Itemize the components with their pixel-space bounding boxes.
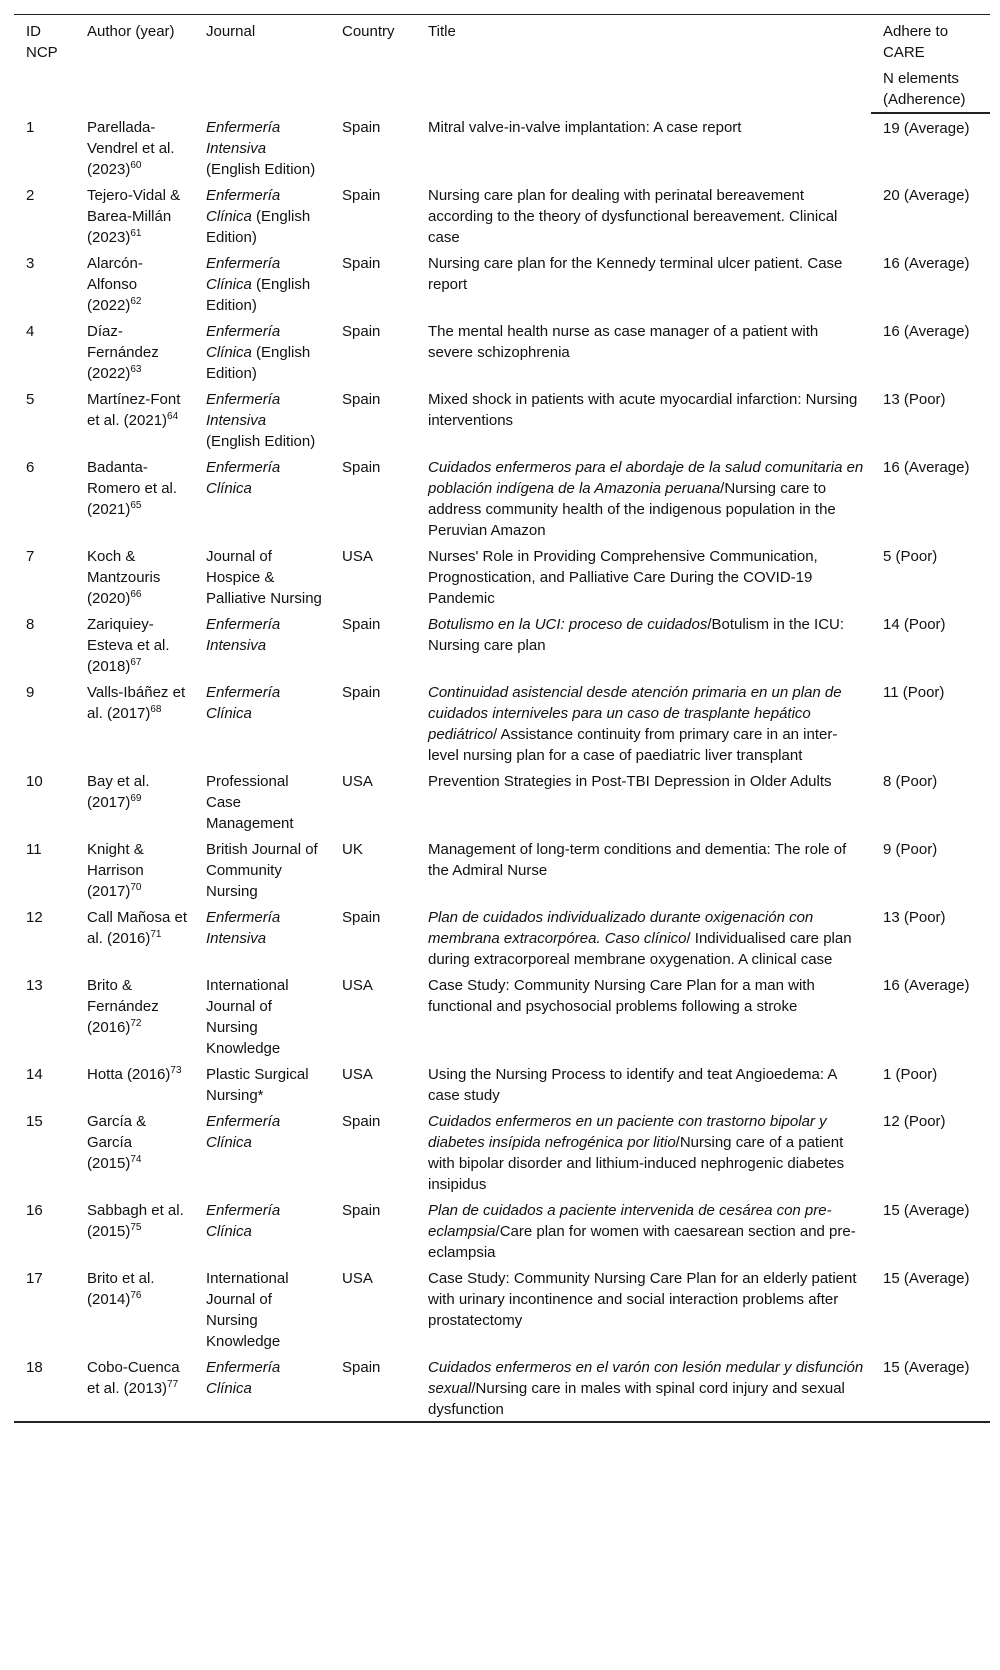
reference-number: 72 [130, 1018, 142, 1029]
cell-author [75, 767, 194, 835]
reference-number: 68 [150, 704, 162, 715]
title-text: /Nursing care of a patient with bipolar disorder and lithium-induced nephrogenic diabetes insipidus [428, 1134, 845, 1193]
cell-title [416, 1353, 871, 1422]
cell-title [416, 542, 871, 610]
cell-adherence: 19 (Average) [883, 120, 970, 137]
cell-author [75, 1264, 194, 1353]
cell-title [416, 971, 871, 1060]
cell-author [75, 317, 194, 385]
cell-author [75, 113, 194, 181]
table-row [14, 317, 990, 385]
journal-italic: Enfermería Intensiva [206, 909, 281, 947]
header-country: Country [330, 15, 416, 114]
cell-journal [194, 249, 330, 317]
journal-text: (English Edition) [206, 161, 316, 178]
cell-journal [194, 1196, 330, 1264]
reference-number: 69 [130, 793, 142, 804]
journal-italic: Enfermería Clínica [206, 1359, 281, 1397]
reference-number: 67 [130, 657, 142, 668]
cell-title [416, 1264, 871, 1353]
author-text: Koch & Mantzouris (2020) [87, 548, 161, 607]
cell-id: 13 [26, 977, 43, 994]
reference-number: 60 [130, 160, 142, 171]
reference-number: 64 [167, 411, 179, 422]
journal-text: (English Edition) [206, 276, 311, 314]
header-row [14, 15, 990, 67]
author-text: Hotta (2016) [87, 1066, 171, 1083]
cell-title [416, 678, 871, 767]
cell-journal [194, 385, 330, 453]
reference-number: 62 [130, 296, 142, 307]
author-text: Brito et al. (2014) [87, 1270, 155, 1308]
cell-author [75, 610, 194, 678]
cell-adherence: 14 (Poor) [883, 616, 946, 633]
cell-adherence: 15 (Average) [883, 1202, 970, 1219]
cell-author [75, 249, 194, 317]
title-text: Mitral valve-in-valve implantation: A case report [428, 119, 742, 136]
cell-adherence: 16 (Average) [883, 459, 970, 476]
cell-journal [194, 903, 330, 971]
table-body [14, 113, 990, 1422]
cell-id: 14 [26, 1066, 43, 1083]
journal-text: Professional Case Management [206, 773, 294, 832]
title-italic: Continuidad asistencial desde atención primaria en un plan de cuidados interniveles para un caso de trasplante hepático pediátrico [428, 684, 842, 743]
cell-id: 16 [26, 1202, 43, 1219]
title-text: / Assistance continuity from primary care in an inter-level nursing plan for a case of paediatric liver transplant [428, 726, 838, 764]
title-text: /Nursing care in males with spinal cord injury and sexual dysfunction [428, 1380, 845, 1418]
cell-journal [194, 1060, 330, 1107]
title-italic: Botulismo en la UCI: proceso de cuidados [428, 616, 708, 633]
author-text: Parellada-Vendrel et al. (2023) [87, 119, 175, 178]
title-italic: Cuidados enfermeros en el varón con lesión medular y disfunción sexual [428, 1359, 864, 1397]
cell-adherence: 15 (Average) [871, 1353, 990, 1422]
journal-text: (English Edition) [206, 208, 311, 246]
author-text: Call Mañosa et al. (2016) [87, 909, 188, 947]
cell-id: 1 [26, 119, 35, 136]
reference-number: 73 [170, 1065, 182, 1076]
cell-journal [194, 1107, 330, 1196]
title-text: /Botulism in the ICU: Nursing care plan [428, 616, 845, 654]
cell-id: 8 [26, 616, 35, 633]
cell-title [416, 249, 871, 317]
cell-country: Spain [342, 616, 381, 633]
title-text: Nursing care plan for dealing with perinatal bereavement according to the theory of dysfunctional bereavement. Clinical case [428, 187, 838, 246]
cell-journal [194, 610, 330, 678]
cell-adherence: 20 (Average) [883, 187, 970, 204]
reference-number: 74 [130, 1154, 142, 1165]
cell-id: 5 [26, 391, 35, 408]
title-text: /Care plan for women with caesarean section and pre-eclampsia [428, 1223, 856, 1261]
cell-author [75, 903, 194, 971]
cell-title [416, 317, 871, 385]
author-text: García & García (2015) [87, 1113, 147, 1172]
journal-italic: Enfermería Clínica [206, 187, 281, 225]
cell-country: Spain [342, 1202, 381, 1219]
table-row [14, 1264, 990, 1353]
cell-title [416, 181, 871, 249]
journal-italic: Enfermería Clínica [206, 459, 281, 497]
journal-text: International Journal of Nursing Knowledge [206, 1270, 289, 1350]
cell-author [75, 678, 194, 767]
cell-country: Spain [342, 1113, 381, 1130]
cell-author [75, 971, 194, 1060]
cell-country: USA [342, 1066, 373, 1083]
cell-id: 9 [26, 684, 35, 701]
cell-id: 17 [26, 1270, 43, 1287]
table-row [14, 610, 990, 678]
journal-italic: Enfermería Intensiva [206, 616, 281, 654]
cell-adherence: 16 (Average) [883, 323, 970, 340]
journal-text: International Journal of Nursing Knowledge [206, 977, 289, 1057]
cell-country: Spain [342, 684, 381, 701]
title-text: Case Study: Community Nursing Care Plan for a man with functional and psychosocial problems following a stroke [428, 977, 815, 1015]
cell-country: USA [342, 773, 373, 790]
title-text: The mental health nurse as case manager of a patient with severe schizophrenia [428, 323, 819, 361]
cell-author [75, 1196, 194, 1264]
cell-journal [194, 835, 330, 903]
table-row [14, 181, 990, 249]
table-row [14, 1353, 990, 1422]
cell-journal [194, 181, 330, 249]
title-text: Nurses' Role in Providing Comprehensive Communication, Prognostication, and Palliative Care During the COVID-19 Pandemic [428, 548, 818, 607]
cell-country: Spain [342, 323, 381, 340]
cell-adherence: 11 (Poor) [883, 684, 945, 701]
table-row [14, 542, 990, 610]
cell-journal [194, 971, 330, 1060]
cell-adherence: 15 (Average) [883, 1270, 970, 1287]
journal-italic: Enfermería Clínica [206, 684, 281, 722]
cell-title [416, 1060, 871, 1107]
cell-journal [194, 767, 330, 835]
cell-title [416, 385, 871, 453]
journal-text: Journal of Hospice & Palliative Nursing [206, 548, 322, 607]
author-text: Badanta-Romero et al. (2021) [87, 459, 178, 518]
reference-number: 65 [130, 500, 142, 511]
reference-number: 76 [130, 1290, 142, 1301]
journal-italic: Enfermería Clínica [206, 1113, 281, 1151]
journal-italic: Enfermería Clínica [206, 1202, 281, 1240]
journal-text: British Journal of Community Nursing [206, 841, 318, 900]
cell-adherence: 16 (Average) [883, 977, 970, 994]
cell-country: Spain [342, 255, 381, 272]
table-row [14, 249, 990, 317]
journal-text: (English Edition) [206, 433, 316, 450]
author-text: Bay et al. (2017) [87, 773, 150, 811]
cell-country: Spain [342, 391, 381, 408]
cell-id: 15 [26, 1113, 43, 1130]
title-text: Prevention Strategies in Post-TBI Depression in Older Adults [428, 773, 832, 790]
header-id: ID NCP [14, 15, 75, 114]
table-row [14, 1107, 990, 1196]
cell-id: 4 [26, 323, 35, 340]
title-italic: Cuidados enfermeros para el abordaje de la salud comunitaria en población indígena de la Amazonia peruana [428, 459, 864, 497]
cell-author [75, 542, 194, 610]
header-adherence-group: Adhere to CARE [871, 15, 990, 67]
cell-id: 7 [26, 548, 35, 565]
journal-italic: Enfermería Intensiva [206, 391, 281, 429]
cell-author [75, 385, 194, 453]
author-text: Knight & Harrison (2017) [87, 841, 144, 900]
cell-country: UK [342, 841, 363, 858]
cell-country: USA [342, 977, 373, 994]
header-title: Title [416, 15, 871, 114]
title-text: Management of long-term conditions and dementia: The role of the Admiral Nurse [428, 841, 847, 879]
cell-adherence: 8 (Poor) [883, 773, 938, 790]
author-text: Tejero-Vidal & Barea-Millán (2023) [87, 187, 181, 246]
cell-id: 6 [26, 459, 35, 476]
journal-italic: Enfermería Intensiva [206, 119, 281, 157]
cell-title [416, 835, 871, 903]
cell-adherence: 9 (Poor) [883, 841, 938, 858]
header-author: Author (year) [75, 15, 194, 114]
author-text: Martínez-Font et al. (2021) [87, 391, 181, 429]
cell-journal [194, 1264, 330, 1353]
title-text: Case Study: Community Nursing Care Plan for an elderly patient with urinary incontinence and social interaction problems after prostatectomy [428, 1270, 857, 1329]
table-row [14, 678, 990, 767]
cell-id: 2 [26, 187, 35, 204]
reference-number: 77 [167, 1379, 179, 1390]
cell-journal [194, 453, 330, 542]
author-text: Valls-Ibáñez et al. (2017) [87, 684, 186, 722]
cell-adherence: 1 (Poor) [883, 1066, 938, 1083]
studies-table [14, 14, 990, 1423]
author-text: Sabbagh et al. (2015) [87, 1202, 184, 1240]
author-text: Díaz-Fernández (2022) [87, 323, 159, 382]
cell-country: USA [342, 548, 373, 565]
title-italic: Cuidados enfermeros en un paciente con trastorno bipolar y diabetes insípida nefrogénica por litio [428, 1113, 827, 1151]
cell-adherence: 13 (Poor) [883, 909, 946, 926]
table-row [14, 971, 990, 1060]
cell-author [75, 1107, 194, 1196]
cell-title [416, 610, 871, 678]
cell-author [75, 835, 194, 903]
cell-country: Spain [342, 909, 381, 926]
cell-journal [194, 542, 330, 610]
journal-text: (English Edition) [206, 344, 311, 382]
table-row [14, 767, 990, 835]
table-row [14, 1196, 990, 1264]
reference-number: 66 [130, 589, 142, 600]
reference-number: 71 [150, 929, 162, 940]
title-text: / Individualised care plan during extracorporeal membrane oxygenation. A clinical case [428, 930, 852, 968]
cell-title [416, 113, 871, 181]
cell-author [75, 1353, 194, 1422]
cell-adherence: 16 (Average) [883, 255, 970, 272]
cell-title [416, 903, 871, 971]
cell-adherence: 13 (Poor) [883, 391, 946, 408]
table-row [14, 113, 990, 181]
table-row [14, 835, 990, 903]
cell-id: 3 [26, 255, 35, 272]
cell-country: Spain [342, 119, 381, 136]
cell-author [75, 1060, 194, 1107]
cell-title [416, 453, 871, 542]
cell-country: Spain [330, 1353, 416, 1422]
cell-author [75, 453, 194, 542]
journal-text: Plastic Surgical Nursing* [206, 1066, 309, 1104]
journal-italic: Enfermería Clínica [206, 255, 281, 293]
cell-country: Spain [342, 187, 381, 204]
title-italic: Plan de cuidados a paciente intervenida de cesárea con pre-eclampsia [428, 1202, 832, 1240]
cell-adherence: 5 (Poor) [883, 548, 938, 565]
author-text: Zariquiey-Esteva et al. (2018) [87, 616, 170, 675]
cell-journal [194, 1353, 330, 1422]
title-text: Mixed shock in patients with acute myocardial infarction: Nursing interventions [428, 391, 858, 429]
author-text: Cobo-Cuenca et al. (2013) [87, 1359, 180, 1397]
reference-number: 75 [130, 1222, 142, 1233]
cell-adherence: 12 (Poor) [883, 1113, 946, 1130]
cell-title [416, 1107, 871, 1196]
table-row [14, 385, 990, 453]
cell-journal [194, 113, 330, 181]
cell-title [416, 767, 871, 835]
table-row [14, 1060, 990, 1107]
reference-number: 70 [130, 882, 142, 893]
reference-number: 61 [130, 228, 142, 239]
cell-id: 18 [14, 1353, 75, 1422]
title-text: /Nursing care to address community health of the indigenous population in the Peruvian Amazon [428, 480, 836, 539]
cell-journal [194, 317, 330, 385]
title-text: Using the Nursing Process to identify and teat Angioedema: A case study [428, 1066, 837, 1104]
author-text: Brito & Fernández (2016) [87, 977, 159, 1036]
cell-author [75, 181, 194, 249]
journal-italic: Enfermería Clínica [206, 323, 281, 361]
title-text: Nursing care plan for the Kennedy terminal ulcer patient. Case report [428, 255, 843, 293]
cell-id: 12 [26, 909, 43, 926]
cell-id: 10 [26, 773, 43, 790]
table-row [14, 453, 990, 542]
cell-title [416, 1196, 871, 1264]
title-italic: Plan de cuidados individualizado durante oxigenación con membrana extracorpórea. Caso clínico [428, 909, 814, 947]
cell-id: 11 [26, 841, 42, 858]
cell-country: Spain [342, 459, 381, 476]
table-row [14, 903, 990, 971]
reference-number: 63 [130, 364, 142, 375]
cell-journal [194, 678, 330, 767]
header-journal: Journal [194, 15, 330, 114]
author-text: Alarcón-Alfonso (2022) [87, 255, 143, 314]
cell-country: USA [342, 1270, 373, 1287]
header-adherence: N elements (Adherence) [871, 66, 990, 113]
table-header [14, 15, 990, 114]
